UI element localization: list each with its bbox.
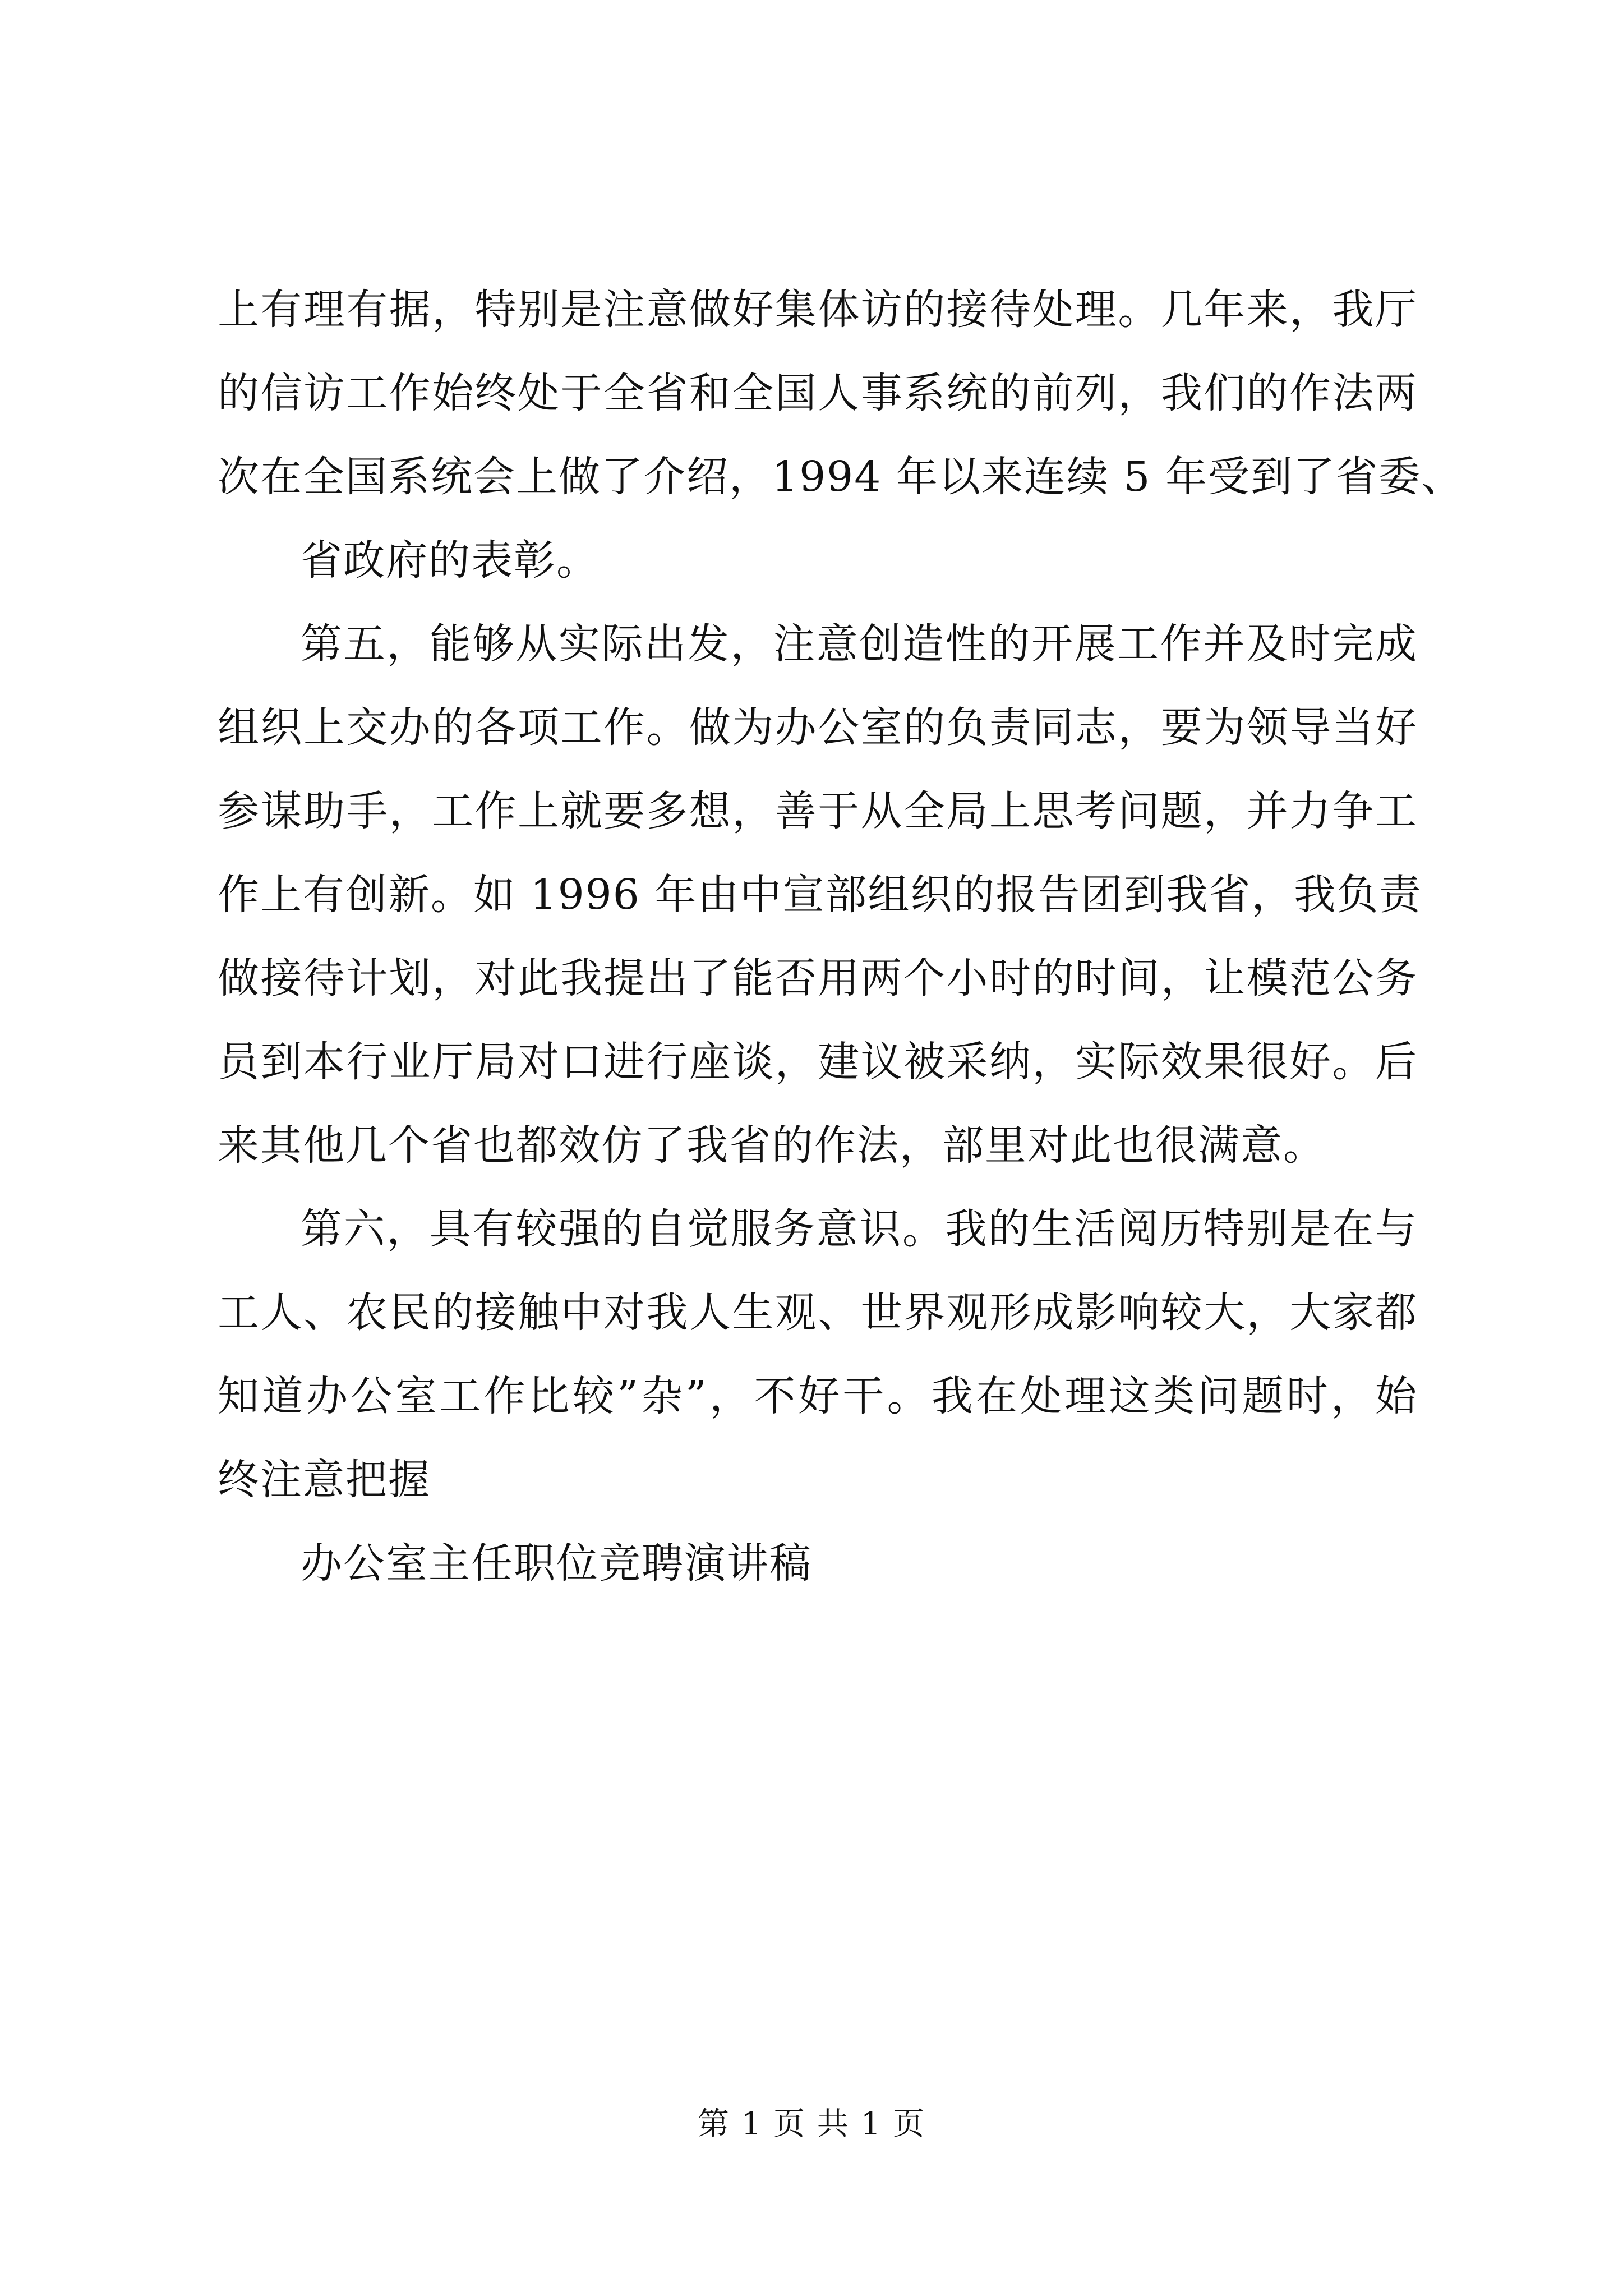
text-line: 次在全国系统会上做了介绍，1994 年以来连续 5 年受到了省委、 [218,453,1464,501]
text-line: 省政府的表彰。 [301,536,599,585]
text-line: 上有理有据，特别是注意做好集体访的接待处理。几年来，我厅 [218,286,1418,334]
text-line: 组织上交办的各项工作。做为办公室的负责同志，要为领导当好 [218,703,1418,752]
text-line: 知道办公室工作比较”杂”，不好干。我在处理这类问题时，始 [218,1372,1418,1420]
text-line: 终注意把握 [218,1456,431,1504]
text-line: 参谋助手，工作上就要多想，善于从全局上思考问题，并力争工 [218,787,1418,835]
text-line: 作上有创新。如 1996 年由中宣部组织的报告团到我省，我负责 [218,871,1422,919]
document-body [218,268,1464,1605]
text-line: 做接待计划，对此我提出了能否用两个小时的时间，让模范公务 [218,954,1418,1002]
text-line: 员到本行业厅局对口进行座谈，建议被采纳，实际效果很好。后 [218,1038,1418,1086]
text-line: 工人、农民的接触中对我人生观、世界观形成影响较大，大家都 [218,1289,1418,1337]
paragraph-first-line: 第五，能够从实际出发，注意创造性的开展工作并及时完成 [301,620,1418,668]
page-footer [0,2105,1623,2144]
text-line: 的信访工作始终处于全省和全国人事系统的前列，我们的作法两 [218,369,1418,417]
page-number: 第 1 页 共 1 页 [697,2106,926,2142]
text-line: 来其他几个省也都效仿了我省的作法，部里对此也很满意。 [218,1121,1326,1170]
paragraph-first-line: 第六，具有较强的自觉服务意识。我的生活阅历特别是在与 [301,1205,1418,1253]
document-title-line: 办公室主任职位竞聘演讲稿 [301,1539,812,1588]
